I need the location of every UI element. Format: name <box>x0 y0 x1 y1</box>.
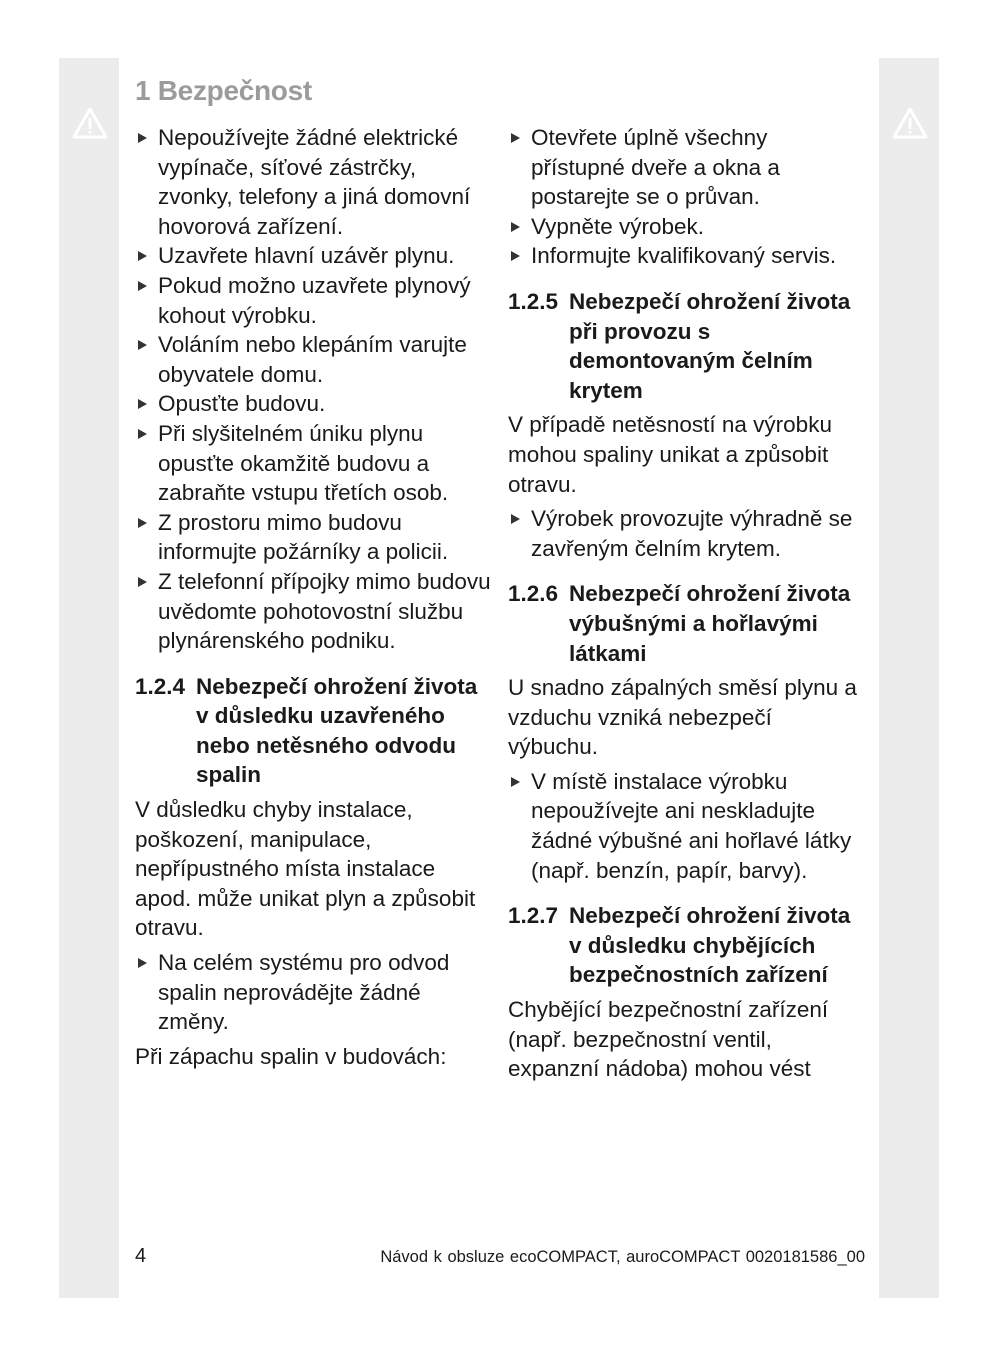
list-item: Z telefonní přípojky mimo budovu uvědomte pohotovostní službu plynárenského podniku. <box>135 567 495 656</box>
bullet-arrow-icon <box>511 133 520 143</box>
bullet-arrow-icon <box>138 399 147 409</box>
bullet-arrow-icon <box>138 340 147 350</box>
section-title: Nebezpečí ohrožení života v důsledku chybějících bezpečnostních zařízení <box>569 903 851 988</box>
section-number: 1.2.4 <box>135 673 186 699</box>
left-margin-band <box>59 58 119 1298</box>
chapter-title: 1 Bezpečnost <box>135 75 312 106</box>
footer-document-title: Návod k obsluze ecoCOMPACT, auroCOMPACT 0020181586_00 <box>380 1248 865 1266</box>
section-paragraph: U snadno zápalných směsí plynu a vzduchu vzniká nebezpečí výbuchu. <box>508 675 857 760</box>
bullet-arrow-icon <box>138 429 147 439</box>
left-column <box>135 123 495 1071</box>
section-paragraph: Chybějící bezpečnostní zařízení (např. bezpečnostní ventil, expanzní nádoba) mohou vést <box>508 997 829 1082</box>
warning-triangle-icon <box>71 106 109 140</box>
list-item: Otevřete úplně všechny přístupné dveře a okna a postarejte se o průvan. <box>508 123 863 212</box>
bullet-arrow-icon <box>511 251 520 261</box>
instruction-list <box>135 948 495 1037</box>
bullet-arrow-icon <box>511 777 520 787</box>
section-title: Nebezpečí ohrožení života v důsledku uzavřeného nebo netěsného odvodu spalin <box>196 673 478 788</box>
instruction-list <box>135 123 495 656</box>
section-heading-1-2-4 <box>135 672 495 790</box>
list-item: Vypněte výrobek. <box>508 212 863 242</box>
list-item: Nepoužívejte žádné elektrické vypínače, síťové zástrčky, zvonky, telefony a jiná domovní hovorová zařízení. <box>135 123 495 241</box>
list-item: V místě instalace výrobku nepoužívejte ani neskladujte žádné výbušné ani hořlavé látky (např. benzín, papír, barvy). <box>508 767 863 885</box>
section-paragraph: Při zápachu spalin v budovách: <box>135 1043 447 1069</box>
list-item: Z prostoru mimo budovu informujte požárníky a policii. <box>135 508 495 567</box>
instruction-list <box>508 767 863 885</box>
right-column <box>508 123 863 1084</box>
bullet-arrow-icon <box>138 577 147 587</box>
list-item: Uzavřete hlavní uzávěr plynu. <box>135 241 495 271</box>
section-heading-1-2-7 <box>508 901 863 990</box>
warning-triangle-icon <box>891 106 929 140</box>
list-item: Na celém systému pro odvod spalin neprovádějte žádné změny. <box>135 948 495 1037</box>
section-title: Nebezpečí ohrožení života při provozu s demontovaným čelním krytem <box>569 288 851 403</box>
list-item: Pokud možno uzavřete plynový kohout výrobku. <box>135 271 495 330</box>
bullet-arrow-icon <box>511 222 520 232</box>
right-margin-band <box>879 58 939 1298</box>
list-item: Výrobek provozujte výhradně se zavřeným čelním krytem. <box>508 504 863 563</box>
bullet-arrow-icon <box>138 281 147 291</box>
bullet-arrow-icon <box>138 518 147 528</box>
section-number: 1.2.5 <box>508 288 559 314</box>
section-title: Nebezpečí ohrožení života výbušnými a hořlavými látkami <box>569 581 851 666</box>
bullet-arrow-icon <box>138 251 147 261</box>
document-page <box>119 58 879 1298</box>
list-item: Opusťte budovu. <box>135 389 495 419</box>
list-item: Voláním nebo klepáním varujte obyvatele domu. <box>135 330 495 389</box>
section-paragraph: V případě netěsností na výrobku mohou spaliny unikat a způsobit otravu. <box>508 412 832 497</box>
section-paragraph: V důsledku chyby instalace, poškození, manipulace, nepřípustného místa instalace apod. může unikat plyn a způsobit otravu. <box>135 797 476 941</box>
instruction-list <box>508 504 863 563</box>
list-item: Informujte kvalifikovaný servis. <box>508 241 863 271</box>
section-number: 1.2.6 <box>508 581 559 607</box>
section-number: 1.2.7 <box>508 903 559 929</box>
page-number: 4 <box>135 1245 147 1267</box>
section-heading-1-2-5 <box>508 287 863 405</box>
bullet-arrow-icon <box>511 514 520 524</box>
bullet-arrow-icon <box>138 133 147 143</box>
section-heading-1-2-6 <box>508 579 863 668</box>
page-footer <box>135 1245 865 1271</box>
list-item: Při slyšitelném úniku plynu opusťte okamžitě budovu a zabraňte vstupu třetích osob. <box>135 419 495 508</box>
instruction-list <box>508 123 863 271</box>
bullet-arrow-icon <box>138 958 147 968</box>
